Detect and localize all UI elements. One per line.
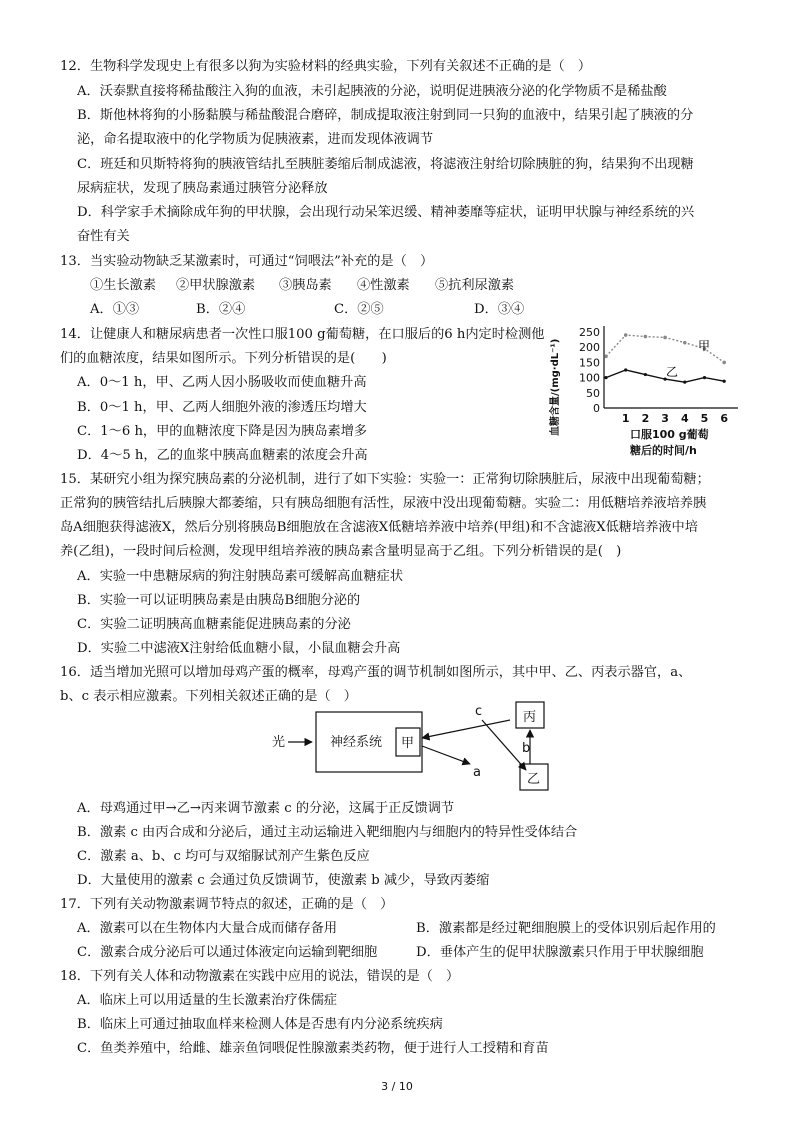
x-tick-label: 5	[700, 412, 709, 425]
blood-glucose-chart	[548, 318, 748, 458]
series-point-jia	[624, 333, 628, 337]
chart-ylabel: 血糖含量/(mg·dL⁻¹)	[550, 338, 561, 436]
series-point-yi	[683, 381, 686, 384]
series-label-yi: 乙	[666, 365, 679, 379]
series-point-jia	[683, 341, 687, 345]
x-tick-label: 6	[720, 412, 729, 425]
q12-stem: 12．生物科学发现史上有很多以狗为实验材料的经典实验，下列有关叙述不正确的是（ ）	[60, 59, 592, 74]
q13-option-b: B．②④	[196, 302, 246, 317]
q17-option-b: B．激素都是经过靶细胞膜上的受体识别后起作用的	[416, 921, 716, 936]
y-tick-label: 100	[579, 371, 600, 385]
q15-option-a: A．实验一中患糖尿病的狗注射胰岛素可缓解高血糖症状	[77, 569, 404, 584]
q13-option-c: C．②⑤	[334, 302, 384, 317]
q18-option-b: B．临床上可通过抽取血样来检测人体是否患有内分泌系统疾病	[77, 1017, 443, 1032]
q12-option-c: C．班廷和贝斯特将狗的胰液管结扎至胰脏萎缩后制成滤液，将滤液注射给切除胰脏的狗，结果狗不出现糖	[77, 157, 694, 172]
q13-item-5: ⑤抗利尿激素	[435, 278, 515, 293]
q13-item-1: ①生长激素	[90, 278, 156, 293]
q14-option-c: C．1～6 h，甲的血糖浓度下降是因为胰岛素增多	[77, 424, 368, 439]
q14-option-d: D．4～5 h，乙的血浆中胰高血糖素的浓度会升高	[77, 448, 368, 463]
organ-jia-label: 甲	[401, 736, 415, 751]
q15-stem-2: 正常狗的胰管结扎后胰腺大都萎缩，只有胰岛细胞有活性，尿液中没出现葡萄糖。实验二：用低糖培养液培养胰	[60, 496, 707, 511]
q18-option-c: C．鱼类养殖中，给雌、雄亲鱼饲喂促性腺激素类药物，便于进行人工授精和育苗	[77, 1041, 549, 1056]
q17-stem: 17．下列有关动物激素调节特点的叙述，正确的是（ ）	[60, 897, 394, 912]
q16-option-b: B．激素 c 由丙合成和分泌后，通过主动运输进入靶细胞内与细胞内的特异性受体结合	[77, 825, 578, 840]
x-tick-label: 1	[621, 412, 630, 425]
q13-option-a: A．①③	[90, 302, 140, 317]
x-tick-label: 2	[641, 412, 650, 425]
q16-stem: 16．适当增加光照可以增加母鸡产蛋的概率，母鸡产蛋的调节机制如图所示，其中甲、乙、丙表示器官，a、	[60, 665, 692, 680]
q15-stem-3: 岛A细胞获得滤液X，然后分别将胰岛B细胞放在含滤液X低糖培养液中培养(甲组)和不含滤液X低糖培养液中培	[60, 520, 698, 535]
q14-option-a: A．0～1 h，甲、乙两人因小肠吸收而使血糖升高	[77, 375, 367, 390]
q14-option-b: B．0～1 h，甲、乙两人细胞外液的渗透压均增大	[77, 400, 367, 415]
q16-option-d: D．大量使用的激素 c 会通过负反馈调节，使激素 b 减少，导致丙萎缩	[77, 873, 490, 888]
q14-stem-cont: 们的血糖浓度，结果如图所示。下列分析错误的是( )	[60, 351, 387, 366]
organ-yi-label: 乙	[527, 772, 541, 787]
q13-stem: 13．当实验动物缺乏某激素时，可通过“饲喂法”补充的是（ ）	[60, 254, 434, 269]
q18-option-a: A．临床上可以用适量的生长激素治疗侏儒症	[77, 993, 338, 1008]
series-point-jia	[644, 335, 648, 339]
q15-stem: 15．某研究小组为探究胰岛素的分泌机制，进行了如下实验：实验一：正常狗切除胰脏后，尿液中出现葡萄糖；	[60, 472, 710, 487]
y-tick-label: 150	[579, 356, 600, 370]
q12-option-d: D．科学家手术摘除成年狗的甲状腺，会出现行动呆笨迟缓、精神萎靡等症状，证明甲状腺与神经系统的兴	[77, 205, 695, 220]
series-point-jia	[663, 336, 667, 340]
q15-stem-4: 养(乙组)，一段时间后检测，发现甲组培养液的胰岛素含量明显高于乙组。下列分析错误的是( )	[60, 544, 622, 559]
q13-option-d: D．③④	[474, 302, 525, 317]
q13-item-2: ②甲状腺激素	[176, 278, 256, 293]
series-point-yi	[624, 368, 627, 371]
q15-option-b: B．实验一可以证明胰岛素是由胰岛B细胞分泌的	[77, 593, 361, 608]
series-point-yi	[723, 380, 726, 383]
q12-option-a: A．沃泰默直接将稀盐酸注入狗的血液，未引起胰液的分泌，说明促进胰液分泌的化学物质不是稀盐酸	[77, 84, 667, 99]
q12-option-b-cont: 泌，命名提取液中的化学物质为促胰液素，进而发现体液调节	[77, 132, 434, 147]
hormone-c-label: c	[475, 704, 483, 719]
organ-bing-label: 丙	[523, 710, 537, 725]
y-tick-label: 250	[579, 326, 600, 339]
q12-option-c-cont: 尿病症状，发现了胰岛素通过胰管分泌释放	[77, 181, 328, 196]
series-point-yi	[703, 376, 706, 379]
q16-option-c: C．激素 a、b、c 均可与双缩脲试剂产生紫色反应	[77, 849, 370, 864]
q17-option-d: D．垂体产生的促甲状腺激素只作用于甲状腺细胞	[416, 945, 704, 960]
hormone-a-label: a	[473, 765, 481, 780]
series-label-jia: 甲	[698, 339, 711, 353]
y-tick-label: 0	[593, 402, 600, 415]
q13-item-4: ④性激素	[357, 278, 410, 293]
q15-option-d: D．实验二中滤液X注射给低血糖小鼠，小鼠血糖会升高	[77, 641, 401, 656]
series-point-jia	[722, 361, 726, 365]
series-point-yi	[604, 376, 607, 379]
x-tick-label: 3	[661, 412, 669, 425]
hen-regulation-diagram	[270, 698, 570, 798]
nervous-system-label: 神经系统	[330, 735, 383, 750]
q13-item-3: ③胰岛素	[279, 278, 332, 293]
chart-xlabel-line1: 口服100 g葡萄	[630, 428, 709, 441]
series-point-jia	[604, 355, 608, 359]
y-tick-label: 50	[586, 386, 600, 400]
q15-option-c: C．实验二证明胰高血糖素能促进胰岛素的分泌	[77, 617, 351, 632]
q16-stem-2: b、c 表示相应激素。下列相关叙述正确的是（ ）	[60, 689, 357, 704]
page-number: 3 / 10	[381, 1080, 413, 1093]
light-label: 光	[272, 735, 286, 750]
q18-stem: 18．下列有关人体和动物激素在实践中应用的说法，错误的是（ ）	[60, 969, 460, 984]
chart-xlabel-line2: 糖后的时间/h	[630, 444, 697, 457]
q16-option-a: A．母鸡通过甲→乙→丙来调节激素 c 的分泌，这属于正反馈调节	[77, 801, 455, 816]
q17-option-c: C．激素合成分泌后可以通过体液定向运输到靶细胞	[77, 945, 378, 960]
q12-option-d-cont: 奋性有关	[77, 229, 130, 244]
x-tick-label: 4	[680, 412, 689, 425]
q17-option-a: A．激素可以在生物体内大量合成而储存备用	[77, 921, 338, 936]
hormone-b-label: b	[522, 741, 531, 756]
series-point-yi	[644, 373, 647, 376]
q12-option-b: B．斯他林将狗的小肠黏膜与稀盐酸混合磨碎，制成提取液注射到同一只狗的血液中，结果引起了胰液的分	[77, 108, 694, 123]
y-tick-label: 200	[579, 341, 600, 355]
q14-stem: 14．让健康人和糖尿病患者一次性口服100 g葡萄糖，在口服后的6 h内定时检测他	[60, 327, 545, 342]
